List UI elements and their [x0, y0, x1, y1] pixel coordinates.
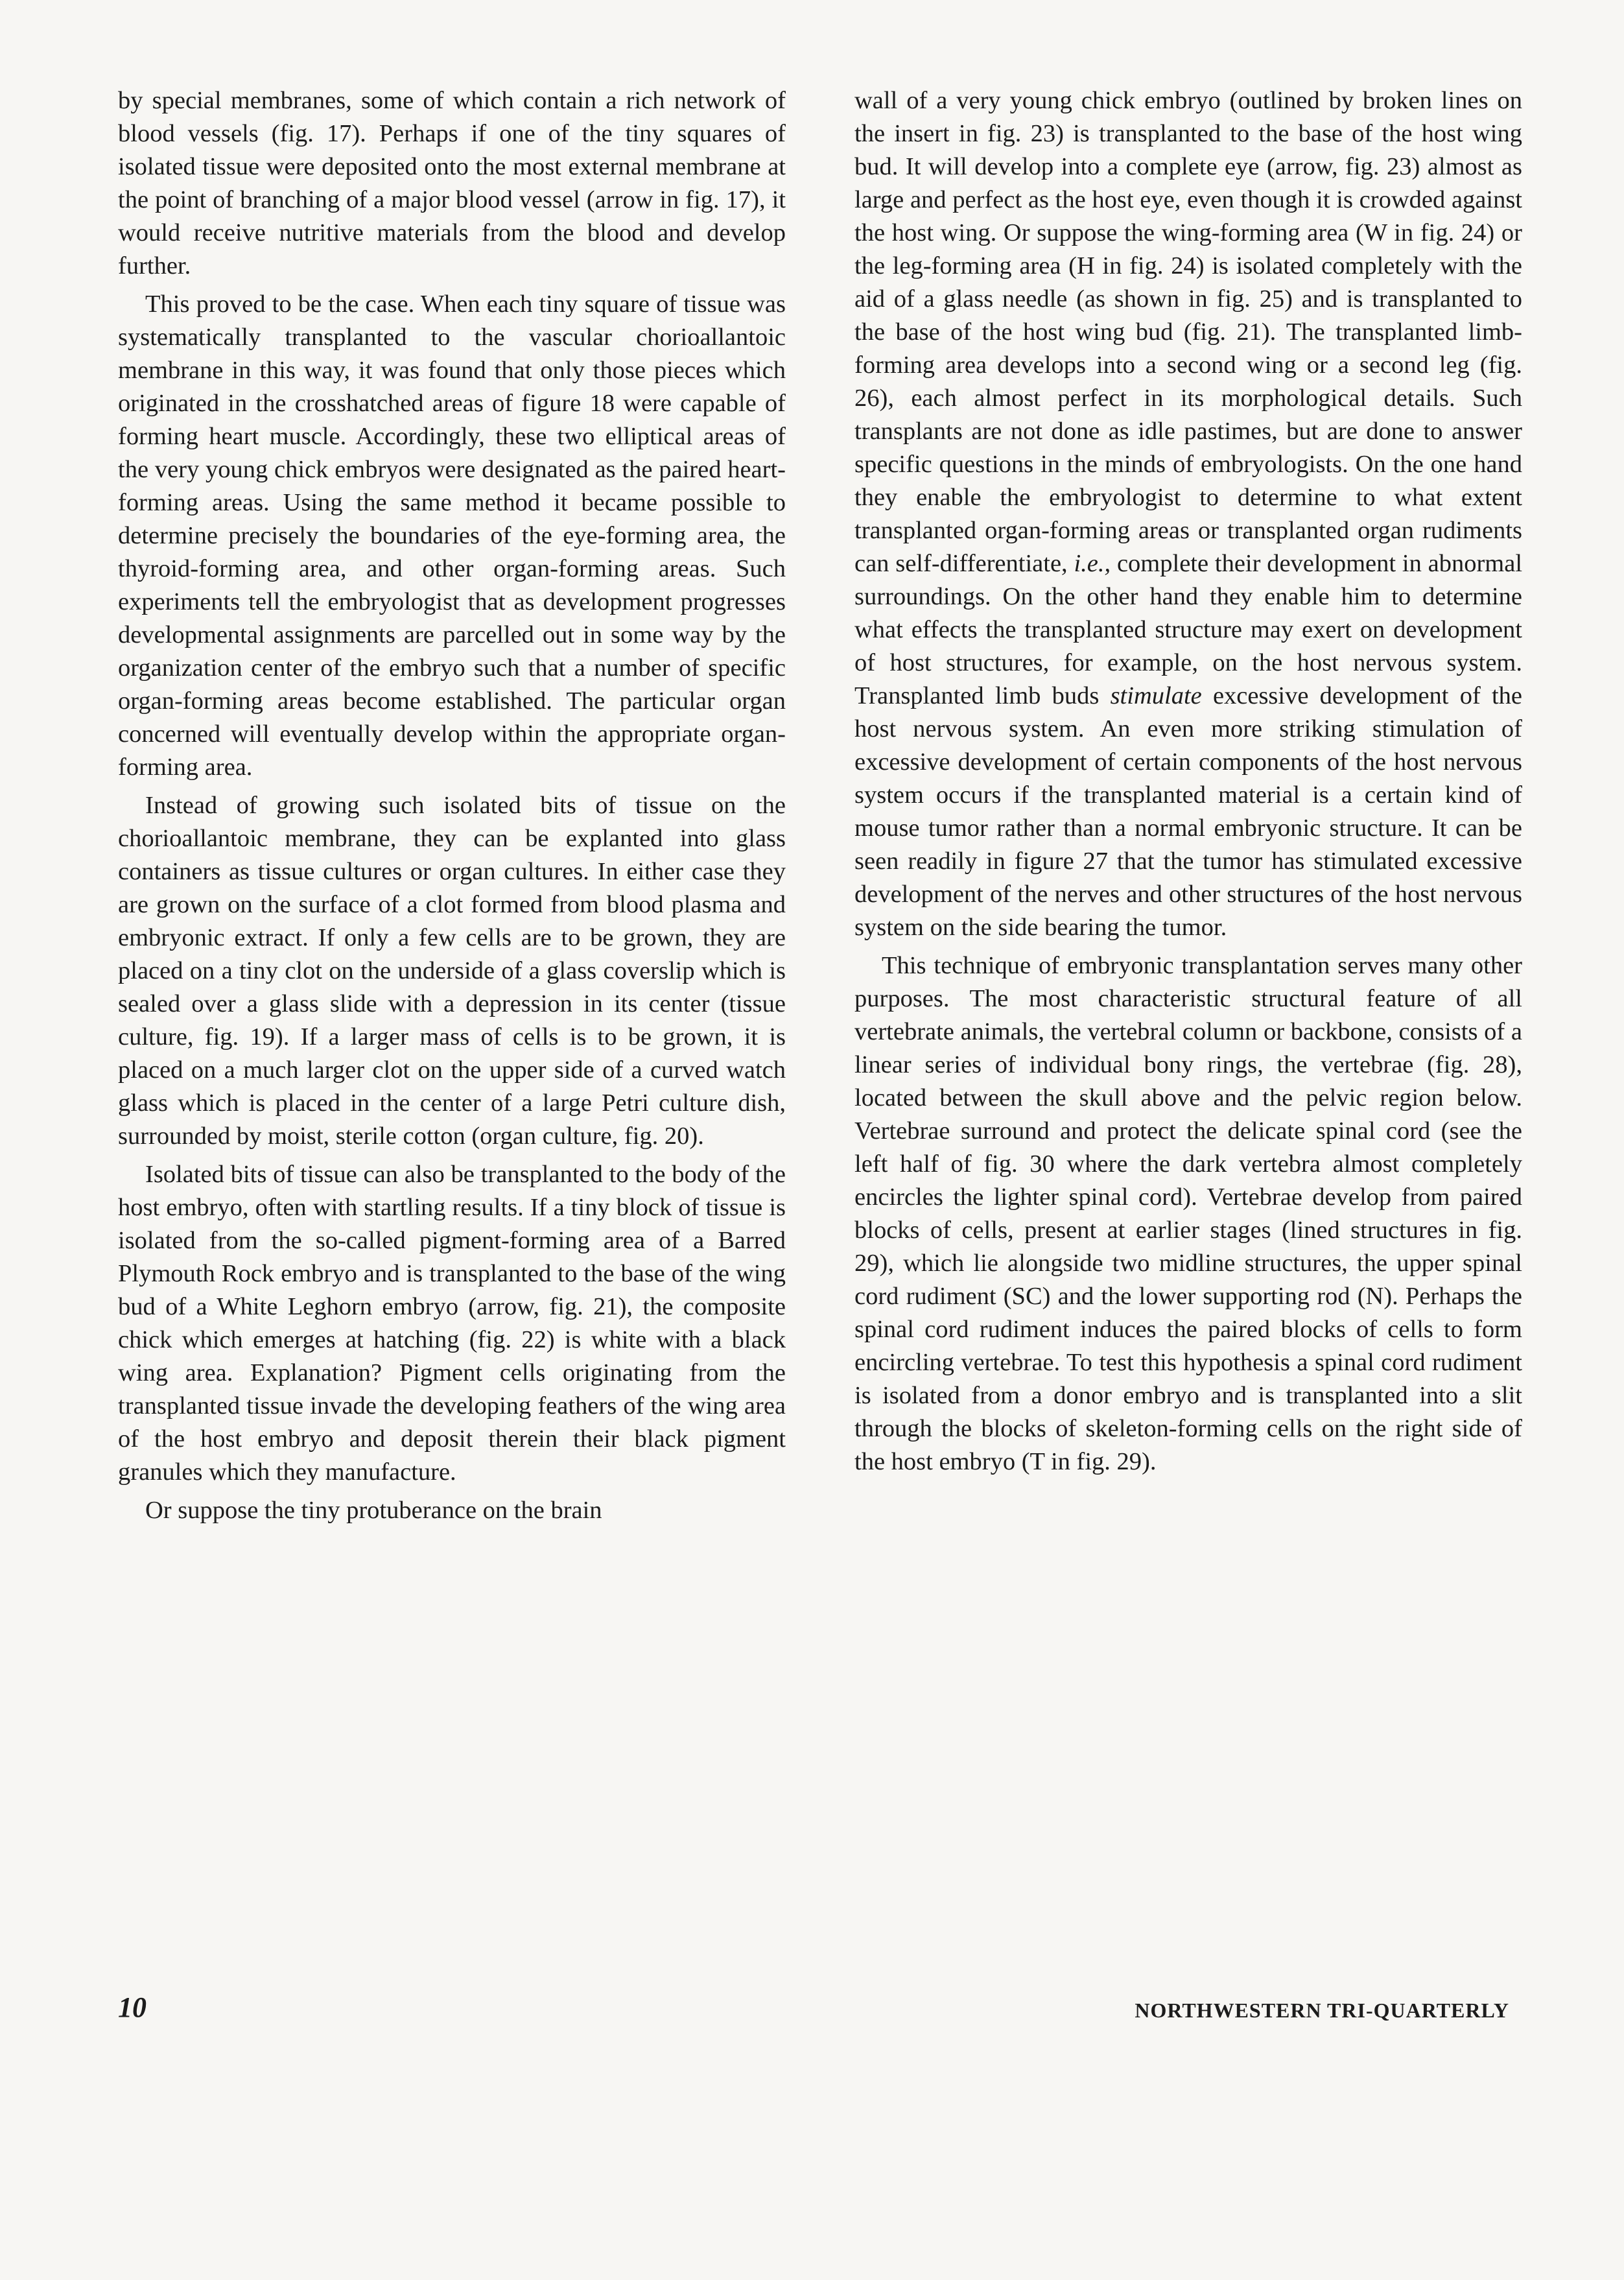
- paragraph: Isolated bits of tissue can also be transplanted to the body of the host embryo, often with startling results. If a tiny block of tissue is isolated from the so-called pigment-forming area of a Barred Plymouth Rock embryo and is transplanted to the base of the wing bud of a White Leghorn embryo (arrow, fig. 21), the composite chick which emerges at hatching (fig. 22) is white with a black wing area. Explanation? Pigment cells originating from the transplanted tissue invade the developing feathers of the wing area of the host embryo and deposit therein their black pigment granules which they manufacture.: [118, 1161, 786, 1486]
- text-run: complete their development in abnormal surroundings. On the other hand they enable him to determine what effects the transplanted structure may exert on development of host structures, for example, on the host nervous system. Transplanted limb buds: [854, 550, 1523, 709]
- paragraph: This proved to be the case. When each tiny square of tissue was systematically transplanted to the vascular chorioallantoic membrane in this way, it was found that only those pieces which originated in the crosshatched areas of figure 18 were capable of forming heart muscle. Accordingly, these two elliptical areas of the very young chick embryos were designated as the paired heart-forming areas. Using the same method it became possible to determine precisely the boundaries of the eye-forming area, the thyroid-forming area, and other organ-forming areas. Such experiments tell the embryologist that as development progresses developmental assignments are parcelled out in some way by the organization center of the embryo such that a number of specific organ-forming areas become established. The particular organ concerned will eventually develop within the appropriate organ-forming area.: [118, 291, 786, 781]
- paragraph: by special membranes, some of which contain a rich network of blood vessels (fig. 17). Perhaps if one of the tiny squares of isolated tissue were deposited onto the most external membrane at the point of branching of a major blood vessel (arrow in fig. 17), it would receive nutritive materials from the blood and develop further.: [118, 87, 786, 279]
- italic-ie: i.e.,: [1074, 550, 1111, 577]
- paragraph: Instead of growing such isolated bits of tissue on the chorioallantoic membrane, they can be explanted into glass containers as tissue cultures or organ cultures. In either case they are grown on the surface of a clot formed from blood plasma and embryonic extract. If only a few cells are to be grown, they are placed on a tiny clot on the underside of a glass coverslip which is sealed over a glass slide with a depression in its center (tissue culture, fig. 19). If a larger mass of cells is to be grown, it is placed on a much larger clot on the upper side of a curved watch glass which is placed in the center of a large Petri culture dish, surrounded by moist, sterile cotton (organ culture, fig. 20).: [118, 792, 786, 1150]
- paragraph: Or suppose the tiny protuberance on the brain: [145, 1497, 602, 1524]
- italic-stimulate: stimulate: [1110, 682, 1202, 709]
- paragraph: This technique of embryonic transplantation serves many other purposes. The most characteristic structural feature of all vertebrate animals, the vertebral column or backbone, consists of a linear series of individual bony rings, the vertebrae (fig. 28), located between the skull above and the pelvic region below. Vertebrae surround and protect the delicate spinal cord (see the left half of fig. 30 where the dark vertebra almost completely encircles the lighter spinal cord). Vertebrae develop from paired blocks of cells, present at earlier stages (lined structures in fig. 29), which lie alongside two midline structures, the upper spinal cord rudiment (SC) and the lower supporting rod (N). Perhaps the spinal cord rudiment induces the paired blocks of cells to form encircling vertebrae. To test this hypothesis a spinal cord rudiment is isolated from a donor embryo and is transplanted into a slit through the blocks of skeleton-forming cells on the right side of the host embryo (T in fig. 29).: [854, 952, 1522, 1475]
- publication-title: NORTHWESTERN TRI-QUARTERLY: [1135, 1999, 1509, 2022]
- text-run: wall of a very young chick embryo (outlined by broken lines on the insert in fig. 23) is transplanted to the base of the host wing bud. It will develop into a complete eye (arrow, fig. 23) almost as large and perfect as the host eye, even though it is crowded against the host wing. Or suppose the wing-forming area (W in fig. 24) or the leg-forming area (H in fig. 24) is isolated completely with the aid of a glass needle (as shown in fig. 25) and is transplanted to the base of the host wing bud (fig. 21). The transplanted limb-forming area develops into a second wing or a second leg (fig. 26), each almost perfect in its morphological details. Such transplants are not done as idle pastimes, but are done to answer specific questions in the minds of embryologists. On the one hand they enable the embryologist to determine to what extent transplanted organ-forming areas or transplanted organ rudiments can self-differentiate,: [854, 87, 1522, 577]
- paragraph: [854, 84, 1522, 944]
- page-number: 10: [118, 1991, 147, 2023]
- left-column: [118, 84, 786, 1532]
- text-run: excessive development of the host nervous system. An even more striking stimulation of excessive development of certain components of the host nervous system occurs if the transplanted material is a certain kind of mouse tumor rather than a normal embryonic structure. It can be seen readily in figure 27 that the tumor has stimulated excessive development of the nerves and other structures of the host nervous system on the side bearing the tumor.: [854, 682, 1523, 941]
- right-column: [854, 84, 1522, 1484]
